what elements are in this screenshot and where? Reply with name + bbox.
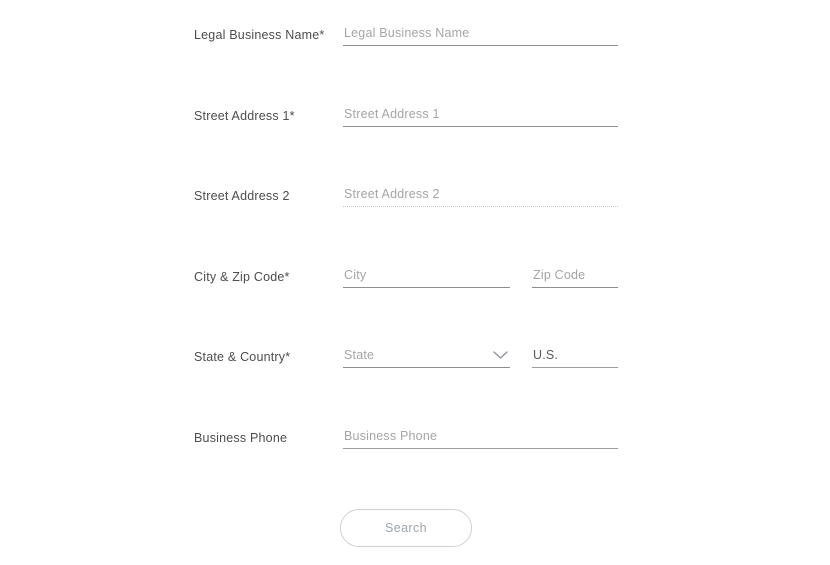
business-phone-input[interactable] [343, 429, 618, 449]
form-row-city-zip [194, 268, 618, 288]
state-country-label: State & Country* [194, 350, 291, 364]
city-input[interactable] [343, 268, 510, 288]
street-address-1-label: Street Address 1* [194, 108, 295, 123]
street-address-2-label: Street Address 2 [194, 189, 290, 203]
business-phone-label: Business Phone [194, 430, 288, 445]
state-select-input[interactable] [343, 348, 510, 368]
form-row-street-address-2 [194, 187, 618, 207]
legal-business-name-input[interactable] [343, 26, 618, 46]
zip-code-input[interactable] [532, 268, 618, 288]
city-zip-label: City & Zip Code* [194, 269, 290, 284]
form-row-legal-business-name [194, 26, 618, 46]
business-search-form [194, 26, 618, 547]
form-row-business-phone [194, 429, 618, 449]
legal-business-name-label: Legal Business Name* [194, 28, 325, 42]
form-row-street-address-1 [194, 107, 618, 127]
form-row-state-country [194, 348, 618, 368]
country-input[interactable] [532, 348, 618, 368]
street-address-1-input[interactable] [343, 107, 618, 127]
street-address-2-input[interactable] [343, 187, 618, 207]
state-select[interactable] [343, 348, 510, 368]
search-button[interactable]: Search [340, 509, 472, 547]
form-actions [194, 509, 618, 547]
